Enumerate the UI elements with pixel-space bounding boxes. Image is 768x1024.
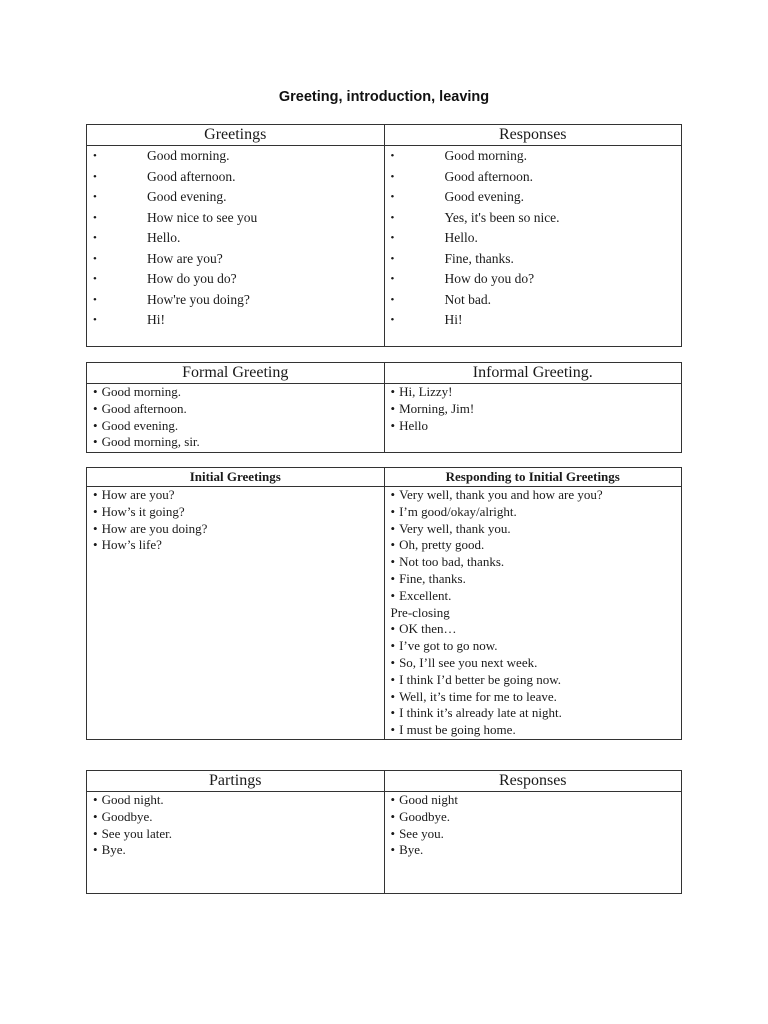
list-item-text: Bye. <box>399 842 424 858</box>
list-item-text: Good afternoon. <box>101 400 187 416</box>
list-item-text: How do you do? <box>444 271 535 286</box>
initial-greetings-cell <box>87 487 385 740</box>
list-item <box>385 290 682 311</box>
list-item-text: Good morning. <box>147 148 230 163</box>
list-item <box>93 384 384 401</box>
pre-closing-list <box>385 621 682 739</box>
list-item <box>93 792 384 809</box>
list-item-text: Goodbye. <box>101 808 153 824</box>
list-item <box>391 672 682 689</box>
list-item <box>391 384 682 401</box>
bullet-icon: • <box>93 792 98 807</box>
list-item-text: OK then… <box>399 621 457 637</box>
responding-initial-greetings-cell <box>384 487 682 740</box>
list-item <box>391 842 682 859</box>
list-item <box>87 208 384 229</box>
list-item-text: Hi, Lizzy! <box>399 384 453 399</box>
bullet-icon: • <box>93 384 98 399</box>
list-item <box>391 705 682 722</box>
bullet-icon: • <box>93 537 98 553</box>
bullet-icon: • <box>390 232 395 244</box>
greetings-table <box>86 124 682 347</box>
pre-closing-label: Pre-closing <box>390 604 450 620</box>
list-item-text: I think it’s already late at night. <box>399 705 562 721</box>
responses-header: Responses <box>384 125 682 146</box>
list-item <box>391 571 682 588</box>
bullet-icon: • <box>390 503 396 519</box>
list-item-text: Bye. <box>101 842 126 858</box>
informal-greeting-header: Informal Greeting. <box>384 363 682 384</box>
list-item <box>391 638 682 655</box>
list-item <box>93 826 384 843</box>
list-item-text: Good night. <box>101 792 164 807</box>
list-item-text: Fine, thanks. <box>399 570 466 586</box>
bullet-icon: • <box>93 487 98 502</box>
list-item <box>87 310 384 331</box>
greetings-list <box>87 146 384 331</box>
list-item-text: So, I’ll see you next week. <box>399 654 538 670</box>
list-item-text: Goodbye. <box>399 808 450 824</box>
bullet-icon: • <box>390 170 395 183</box>
list-item <box>391 621 682 638</box>
list-item-text: Yes, it's been so nice. <box>444 209 560 225</box>
bullet-icon: • <box>390 842 396 858</box>
list-item-text: I must be going home. <box>399 722 516 738</box>
list-item <box>87 146 384 167</box>
bullet-icon: • <box>390 688 396 704</box>
list-item <box>391 487 682 504</box>
list-item <box>391 722 682 739</box>
initial-greetings-table <box>86 467 682 740</box>
bullet-icon: • <box>390 417 396 433</box>
bullet-icon: • <box>390 273 395 285</box>
bullet-icon: • <box>390 621 396 637</box>
bullet-icon: • <box>390 400 396 416</box>
formal-informal-table <box>86 362 682 453</box>
list-item <box>385 208 682 229</box>
initial-greetings-list <box>87 487 384 554</box>
bullet-icon: • <box>390 314 395 326</box>
responses-cell <box>384 146 682 347</box>
list-item <box>93 434 384 451</box>
bullet-icon: • <box>390 293 395 306</box>
list-item <box>391 689 682 706</box>
list-item-text: Well, it’s time for me to leave. <box>399 688 557 704</box>
list-item <box>87 187 384 208</box>
document-title: Greeting, introduction, leaving <box>278 89 490 105</box>
list-item <box>391 554 682 571</box>
list-item-text: Good morning. <box>444 148 527 163</box>
partings-list <box>87 792 384 859</box>
list-item-text: Not too bad, thanks. <box>399 554 505 570</box>
list-item-text: Excellent. <box>399 587 452 603</box>
bullet-icon: • <box>390 537 396 553</box>
partings-responses-list <box>385 792 682 859</box>
list-item <box>385 167 682 188</box>
list-item-text: Very well, thank you and how are you? <box>399 487 603 502</box>
list-item-text: Good evening. <box>101 417 179 433</box>
bullet-icon: • <box>390 705 396 721</box>
list-item-text: Hi! <box>444 312 463 327</box>
list-item <box>391 809 682 826</box>
formal-greeting-header: Formal Greeting <box>87 363 385 384</box>
responding-initial-greetings-header: Responding to Initial Greetings <box>384 468 682 487</box>
list-item <box>391 537 682 554</box>
list-item <box>93 537 384 554</box>
list-item-text: How’s it going? <box>101 503 185 519</box>
bullet-icon: • <box>390 384 396 399</box>
list-item-text: Good morning, sir. <box>101 434 200 450</box>
list-item <box>385 249 682 270</box>
list-item <box>93 487 384 504</box>
bullet-icon: • <box>93 842 98 858</box>
list-item <box>391 655 682 672</box>
list-item <box>391 401 682 418</box>
list-item <box>391 588 682 605</box>
bullet-icon: • <box>93 808 98 824</box>
bullet-icon: • <box>93 825 98 841</box>
list-item-text: Oh, pretty good. <box>399 537 485 553</box>
list-item <box>391 504 682 521</box>
partings-responses-header: Responses <box>384 771 682 792</box>
list-item-text: Fine, thanks. <box>444 250 514 266</box>
list-item <box>391 826 682 843</box>
list-item-text: How're you doing? <box>147 291 250 307</box>
bullet-icon: • <box>390 587 396 603</box>
list-item-text: Hello. <box>147 230 181 245</box>
bullet-icon: • <box>390 252 395 265</box>
list-item-text: How nice to see you <box>147 209 258 225</box>
list-item-text: I’ve got to go now. <box>399 638 498 654</box>
list-item-text: Good evening. <box>147 189 227 204</box>
list-item <box>93 504 384 521</box>
partings-cell <box>87 792 385 894</box>
list-item-text: Morning, Jim! <box>399 400 475 416</box>
informal-greeting-cell <box>384 384 682 453</box>
list-item <box>385 146 682 167</box>
bullet-icon: • <box>390 150 395 162</box>
bullet-icon: • <box>93 252 97 265</box>
list-item-text: Good afternoon. <box>444 168 533 184</box>
bullet-icon: • <box>93 434 98 450</box>
bullet-icon: • <box>93 232 97 244</box>
bullet-icon: • <box>93 211 97 224</box>
bullet-icon: • <box>390 554 396 570</box>
bullet-icon: • <box>390 792 396 807</box>
list-item <box>93 401 384 418</box>
bullet-icon: • <box>390 671 396 687</box>
bullet-icon: • <box>93 150 97 162</box>
bullet-icon: • <box>390 191 395 203</box>
list-item-text: I’m good/okay/alright. <box>399 503 517 519</box>
bullet-icon: • <box>390 638 396 654</box>
list-item <box>391 792 682 809</box>
responding-list <box>385 487 682 605</box>
bullet-icon: • <box>390 520 396 536</box>
list-item-text: How’s life? <box>101 537 162 553</box>
list-item <box>93 809 384 826</box>
list-item <box>391 418 682 435</box>
partings-header: Partings <box>87 771 385 792</box>
list-item <box>385 187 682 208</box>
bullet-icon: • <box>390 570 396 586</box>
list-item <box>385 228 682 249</box>
list-item-text: Hello <box>399 417 428 433</box>
list-item-text: Very well, thank you. <box>399 520 511 536</box>
list-item-text: I think I’d better be going now. <box>399 671 562 687</box>
list-item-text: How are you? <box>101 487 175 502</box>
list-item-text: Good afternoon. <box>147 168 236 184</box>
initial-greetings-header: Initial Greetings <box>87 468 385 487</box>
bullet-icon: • <box>93 314 97 326</box>
greetings-cell <box>87 146 385 347</box>
bullet-icon: • <box>390 722 396 738</box>
responses-list <box>385 146 682 331</box>
bullet-icon: • <box>93 520 98 536</box>
informal-greeting-list <box>385 384 682 434</box>
partings-responses-cell <box>384 792 682 894</box>
partings-table <box>86 770 682 894</box>
list-item-text: Hello. <box>444 230 478 245</box>
bullet-icon: • <box>93 273 97 285</box>
bullet-icon: • <box>390 825 396 841</box>
bullet-icon: • <box>390 654 396 670</box>
list-item <box>87 269 384 290</box>
list-item-text: How are you doing? <box>101 520 208 536</box>
list-item <box>87 167 384 188</box>
list-item-text: Good morning. <box>101 384 182 399</box>
list-item-text: Not bad. <box>444 291 491 307</box>
bullet-icon: • <box>93 503 98 519</box>
list-item-text: See you. <box>399 825 444 841</box>
list-item-text: Hi! <box>147 312 165 327</box>
list-item <box>93 842 384 859</box>
bullet-icon: • <box>390 808 396 824</box>
list-item <box>93 521 384 538</box>
list-item <box>93 418 384 435</box>
bullet-icon: • <box>93 170 97 183</box>
list-item-text: Good evening. <box>444 189 524 204</box>
list-item-text: How are you? <box>147 250 223 266</box>
bullet-icon: • <box>93 400 98 416</box>
list-item-text: Good night <box>399 792 458 807</box>
greetings-header: Greetings <box>87 125 385 146</box>
list-item <box>385 269 682 290</box>
bullet-icon: • <box>93 293 97 306</box>
bullet-icon: • <box>390 487 396 502</box>
list-item <box>87 249 384 270</box>
list-item <box>87 290 384 311</box>
list-item-text: See you later. <box>101 825 172 841</box>
bullet-icon: • <box>93 417 98 433</box>
formal-greeting-cell <box>87 384 385 453</box>
bullet-icon: • <box>93 191 97 203</box>
list-item <box>87 228 384 249</box>
list-item-text: How do you do? <box>147 271 237 286</box>
formal-greeting-list <box>87 384 384 451</box>
list-item <box>385 310 682 331</box>
bullet-icon: • <box>390 211 395 224</box>
list-item <box>391 521 682 538</box>
